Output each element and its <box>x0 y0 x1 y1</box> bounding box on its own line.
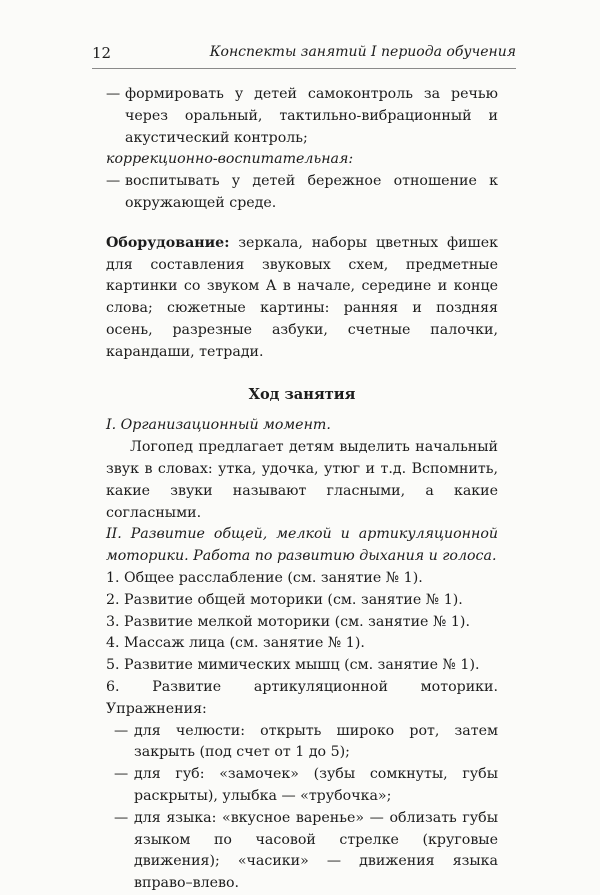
page-number: 12 <box>92 44 112 62</box>
goal-item: — формировать у детей самоконтроль за речью через оральный, тактильно-вибрационный и акустический контроль; <box>106 84 498 149</box>
numbered-item: 3. Развитие мелкой моторики (см. занятие № 1). <box>106 613 470 630</box>
equipment-text: зеркала, наборы цветных фишек для составления звуковых схем, предметные картинки со звуком А в начале, середине и конце слова; сюжетные картины: ранняя и поздняя осень, разрезные азбуки, счетные палочки, карандаши, тетради. <box>106 234 498 360</box>
equipment-label: Оборудование: <box>106 234 230 251</box>
exercise-item: — для губ: «замочек» (зубы сомкнуты, губы раскрыты), улыбка — «трубочка»; <box>106 764 498 808</box>
exercise-item: — для языка: «вкусное варенье» — облизать губы языком по часовой стрелке (круговые движения); «часики» — движения языка вправо–влево. <box>106 808 498 895</box>
equipment-paragraph <box>106 233 498 364</box>
section-text: Логопед предлагает детям выделить начальный звук в словах: утка, удочка, утюг и т.д. Вспомнить, какие звуки называют гласными, а какие согласными. <box>106 439 498 521</box>
running-title: Конспекты занятий I периода обучения <box>209 44 516 60</box>
exercise-item: — для челюсти: открыть широко рот, затем закрыть (под счет от 1 до 5); <box>106 721 498 765</box>
section-title: I. Организационный момент. <box>106 417 331 434</box>
section-title: II. Развитие общей, мелкой и артикуляционной моторики. Работа по развитию дыхания и голоса. <box>106 526 498 565</box>
lesson-heading: Ход занятия <box>248 385 356 403</box>
running-header <box>92 40 516 69</box>
goal-item: — воспитывать у детей бережное отношение к окружающей среде. <box>106 171 498 215</box>
numbered-item: 4. Массаж лица (см. занятие № 1). <box>106 635 365 652</box>
numbered-item: 1. Общее расслабление (см. занятие № 1). <box>106 569 423 586</box>
goal-subtitle: коррекционно-воспитательная: <box>106 151 354 168</box>
page-body <box>106 84 498 895</box>
numbered-item: 2. Развитие общей моторики (см. занятие № 1). <box>106 591 463 608</box>
numbered-item: 6. Развитие артикуляционной моторики. Упражнения: <box>106 678 498 717</box>
numbered-item: 5. Развитие мимических мышц (см. занятие № 1). <box>106 657 480 674</box>
